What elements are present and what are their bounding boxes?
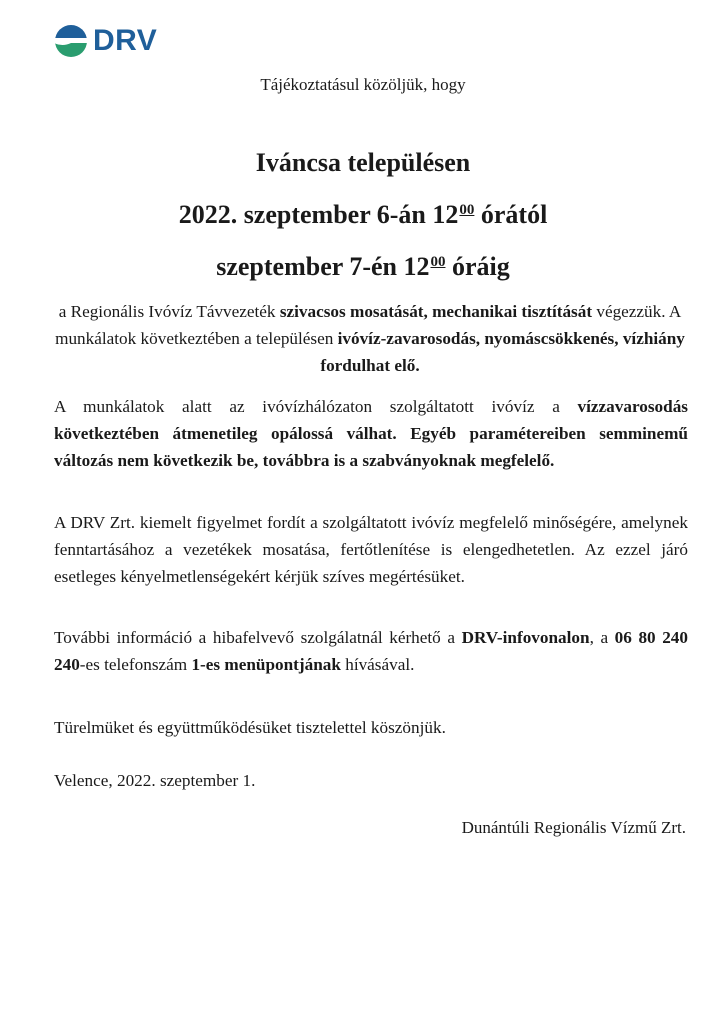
- p1-text-2: végezzük. A munkálatok következtében a településen: [55, 302, 682, 348]
- signature: Dunántúli Regionális Vízmű Zrt.: [461, 818, 686, 837]
- intro-text: Tájékoztatásul közöljük, hogy: [260, 75, 466, 94]
- end-time-minutes: 00: [430, 254, 446, 270]
- p4-menu-item: 1-es menüpontjának: [191, 655, 341, 674]
- p1-bold-1: szivacsos mosatását, mechanikai tisztítását: [279, 302, 593, 321]
- p4-infoline: DRV-infovonalon: [461, 628, 590, 647]
- p2-bold-1: vízzavarosodás következtében átmenetileg opálossá válhat. Egyéb paramétereiben semminemű változás nem következik be, továbbra is a szabványoknak megfelelő.: [54, 397, 688, 470]
- p4-text-1: További információ a hibafelvevő szolgálatnál kérhető a: [54, 628, 462, 647]
- end-time-suffix: óráig: [445, 252, 510, 281]
- p4-text-2: , a: [589, 628, 615, 647]
- drv-logo-mark-icon: [54, 24, 88, 58]
- paragraph-water-quality: [54, 393, 688, 474]
- p4-text-4: hívásával.: [340, 655, 415, 674]
- p4-text-3: -es telefonszám: [79, 655, 192, 674]
- start-date-text: 2022. szeptember 6-án 12: [178, 200, 459, 229]
- paragraph-thanks: Türelmüket és együttműködésüket tisztelettel köszönjük.: [54, 718, 446, 737]
- logo-text: DRV: [93, 24, 158, 57]
- headline-end-date: [0, 252, 726, 282]
- headline-location: Iváncsa településen: [255, 148, 471, 177]
- paragraph-works: [40, 298, 700, 379]
- p1-bold-2: ivóvíz-zavarosodás, nyomáscsökkenés, vízhiány fordulhat elő.: [320, 329, 685, 375]
- headline-start-date: [0, 200, 726, 230]
- paragraph-drv-attention: A DRV Zrt. kiemelt figyelmet fordít a szolgáltatott ivóvíz megfelelő minőségére, amelynek fenntartásához a vezetékek mosatása, fertőtlenítése is elengedhetetlen. Az ezzel járó esetleges kényelmetlenségekért kérjük szíves megértésüket.: [54, 513, 688, 586]
- p4-phone-number: 06 80 240 240: [54, 628, 688, 674]
- p2-text-1: A munkálatok alatt az ivóvízhálózaton szolgáltatott ivóvíz a: [54, 397, 578, 416]
- p1-text-1: a Regionális Ivóvíz Távvezeték: [58, 302, 280, 321]
- drv-logo: [54, 24, 157, 58]
- place-date: Velence, 2022. szeptember 1.: [54, 771, 256, 790]
- paragraph-contact-info: [54, 624, 688, 678]
- start-time-minutes: 00: [459, 202, 475, 218]
- end-date-text: szeptember 7-én 12: [216, 252, 430, 281]
- start-time-suffix: órától: [474, 200, 548, 229]
